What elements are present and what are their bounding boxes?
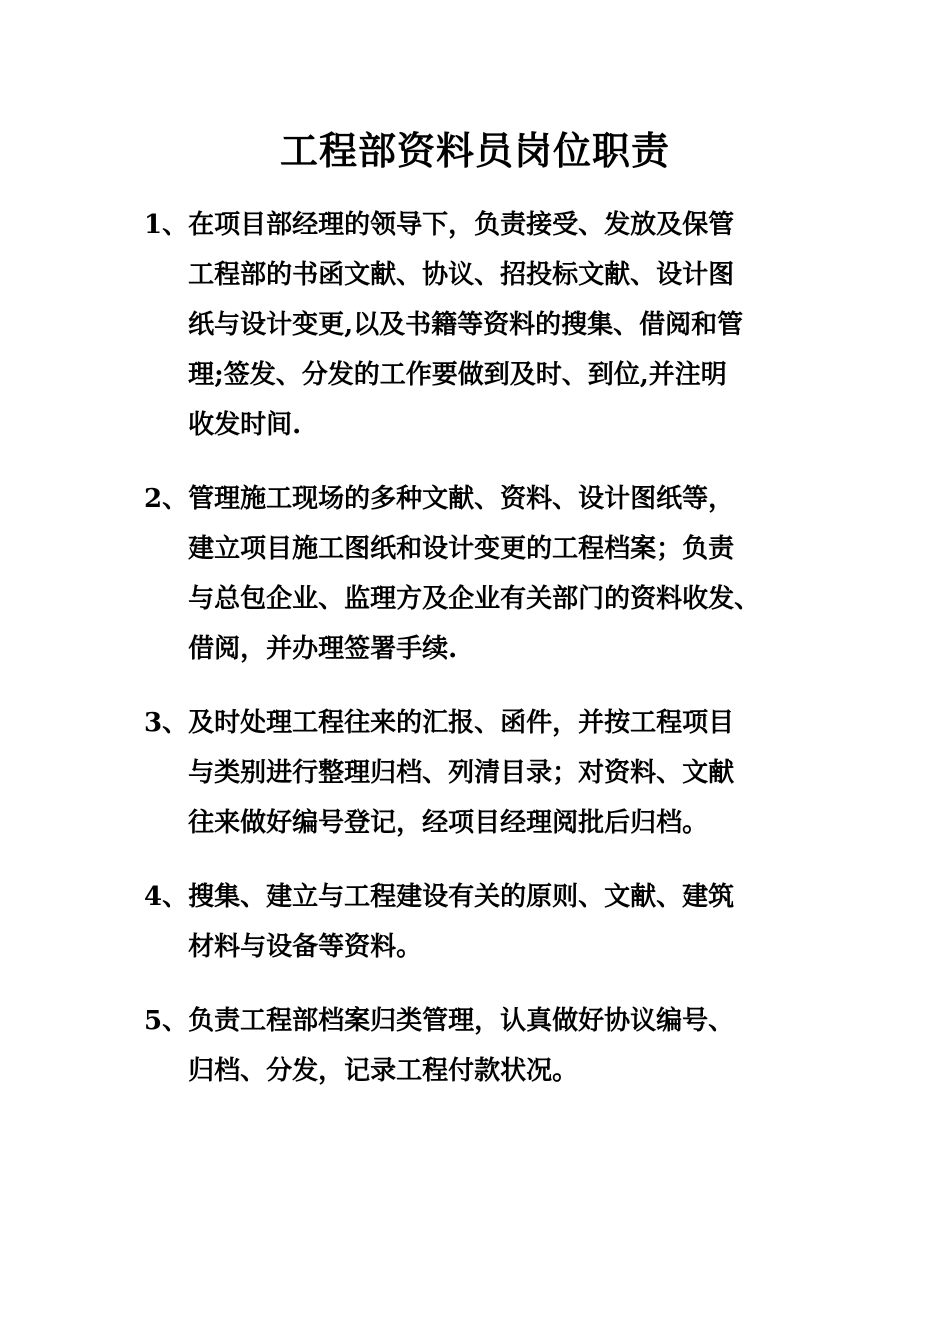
duty-number: 2、 <box>144 484 189 514</box>
duty-item-1 <box>144 200 834 450</box>
duty-line: 管理施工现场的多种文献、资料、设计图纸等， <box>188 484 735 514</box>
duty-line: 往来做好编号登记，经项目经理阅批后归档。 <box>188 808 709 838</box>
duty-item-2 <box>144 474 834 674</box>
duty-line: 与总包企业、监理方及企业有关部门的资料收发、 <box>188 584 761 614</box>
duty-number: 1、 <box>144 210 189 240</box>
duty-number: 4、 <box>144 882 189 912</box>
document-title: 工程部资料员岗位职责 <box>279 128 670 173</box>
duty-line: 负责工程部档案归类管理，认真做好协议编号、 <box>188 1006 735 1036</box>
duty-line: 及时处理工程往来的汇报、函件，并按工程项目 <box>188 708 735 738</box>
duty-line: 纸与设计变更,以及书籍等资料的搜集、借阅和管 <box>188 310 744 340</box>
duty-text <box>188 200 834 450</box>
duty-text <box>188 698 834 848</box>
duty-text <box>188 996 834 1096</box>
duty-text <box>188 474 834 674</box>
duty-line: 在项目部经理的领导下，负责接受、发放及保管 <box>188 210 735 240</box>
duty-number: 5、 <box>144 1006 189 1036</box>
duty-line: 建立项目施工图纸和设计变更的工程档案；负责 <box>188 534 735 564</box>
duty-line: 收发时间. <box>188 410 302 440</box>
duty-text <box>188 872 834 972</box>
duty-line: 理;签发、分发的工作要做到及时、到位,并注明 <box>188 360 727 390</box>
duty-number: 3、 <box>144 708 189 738</box>
duty-line: 归档、分发，记录工程付款状况。 <box>188 1056 579 1086</box>
duty-line: 借阅，并办理签署手续. <box>188 634 458 664</box>
duty-line: 搜集、建立与工程建设有关的原则、文献、建筑 <box>188 882 735 912</box>
duty-line: 与类别进行整理归档、列清目录；对资料、文献 <box>188 758 735 788</box>
duty-line: 材料与设备等资料。 <box>188 932 423 962</box>
duty-item-4 <box>144 872 834 972</box>
duty-list <box>144 200 834 1120</box>
duty-item-3 <box>144 698 834 848</box>
duty-line: 工程部的书函文献、协议、招投标文献、设计图 <box>188 260 735 290</box>
duty-item-5 <box>144 996 834 1096</box>
